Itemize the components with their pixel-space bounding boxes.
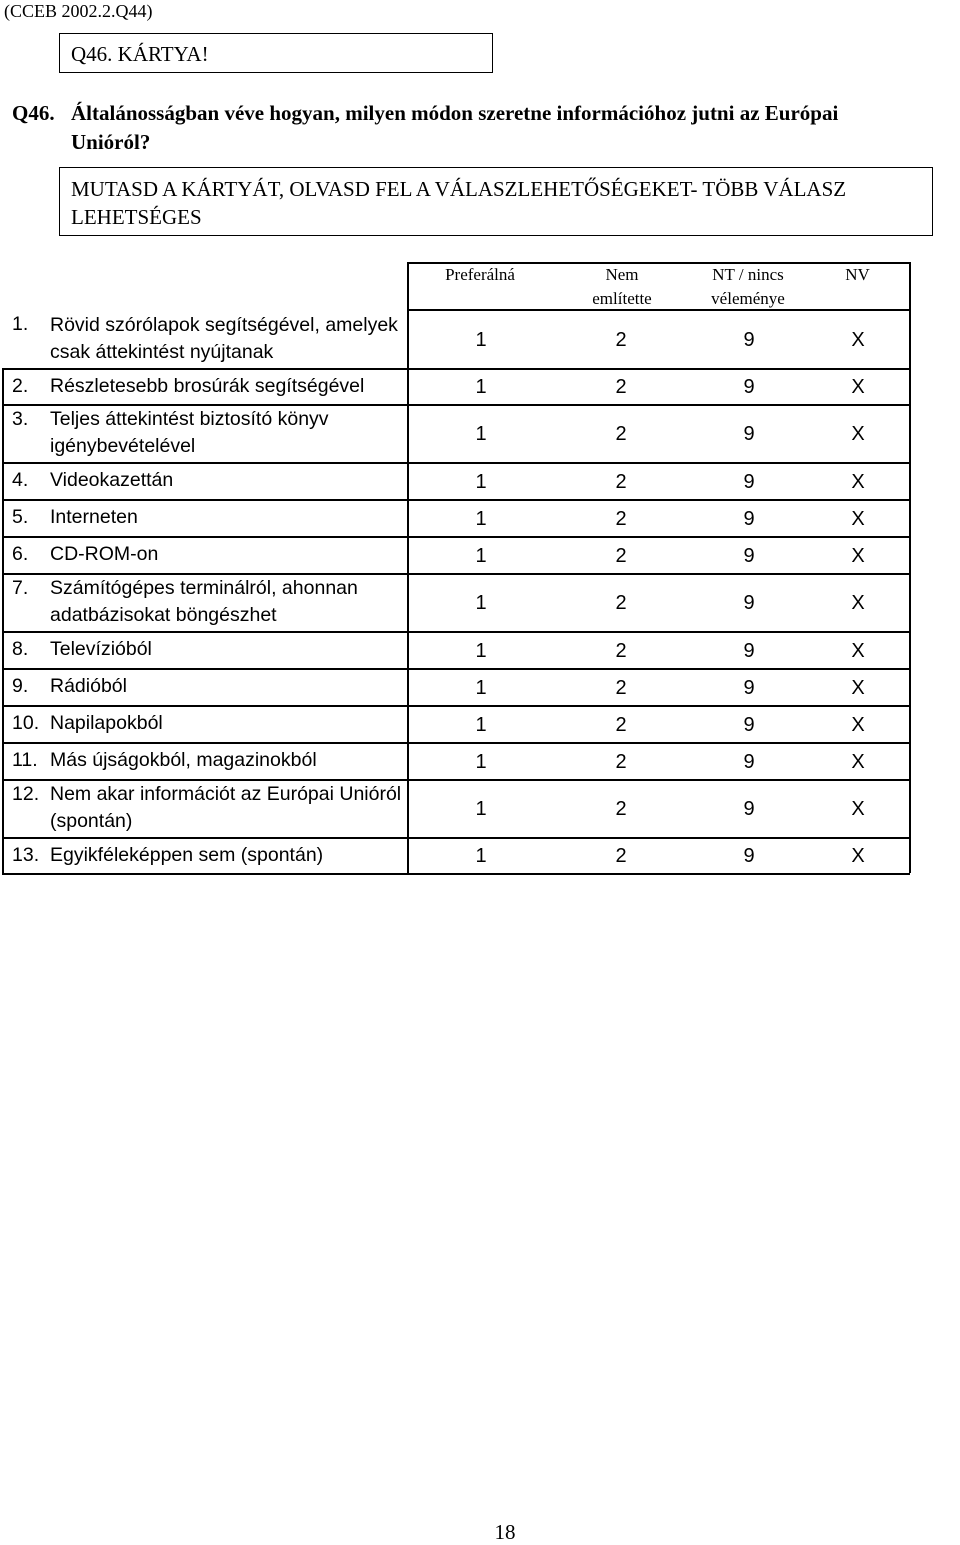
response-row-number: 10. xyxy=(12,712,40,734)
response-row-label xyxy=(12,837,404,873)
response-row-number: 13. xyxy=(12,843,40,866)
response-row-text: Napilapokból xyxy=(50,712,163,734)
response-code: X xyxy=(851,845,865,867)
response-row-label xyxy=(12,573,404,631)
response-code: X xyxy=(851,798,865,820)
response-code: 9 xyxy=(743,798,755,820)
response-code: 2 xyxy=(615,507,627,530)
response-row-text: Videokazettán xyxy=(50,469,174,491)
response-code: 9 xyxy=(743,676,755,699)
table-rule xyxy=(407,262,409,873)
header-not-mentioned-line1: Nem xyxy=(605,265,639,284)
header-no-answer-line1: NV xyxy=(845,265,870,284)
response-row-label xyxy=(12,668,404,705)
response-row-label xyxy=(12,705,404,742)
header-dont-know-line1: NT / nincs xyxy=(712,265,784,284)
header-no-answer xyxy=(810,263,905,287)
response-code: X xyxy=(851,713,865,736)
header-dont-know xyxy=(688,263,808,311)
header-not-mentioned-line2: említette xyxy=(592,289,652,308)
response-code: 1 xyxy=(475,845,487,867)
response-code: 2 xyxy=(615,750,627,773)
interviewer-instruction-text: MUTASD A KÁRTYÁT, OLVASD FEL A VÁLASZLEHETŐSÉGEKET- TÖBB VÁLASZ LEHETSÉGES xyxy=(71,177,847,229)
header-not-mentioned xyxy=(562,263,682,311)
response-row-number: 3. xyxy=(12,408,29,430)
response-code: 9 xyxy=(743,423,755,445)
response-code: 1 xyxy=(475,507,487,530)
table-rule xyxy=(2,873,910,875)
response-row-text: Más újságokból, magazinokból xyxy=(50,749,317,771)
response-code: 9 xyxy=(743,713,755,736)
header-preferred-line1: Preferálná xyxy=(445,265,515,284)
response-row-text: Részletesebb brosúrák segítségével xyxy=(50,374,365,397)
response-code: 1 xyxy=(475,713,487,736)
response-code: 1 xyxy=(475,639,487,662)
response-row-number: 1. xyxy=(12,313,29,335)
response-code: 2 xyxy=(615,376,627,398)
header-dont-know-line2: véleménye xyxy=(711,289,785,308)
response-row-text: CD-ROM-on xyxy=(50,543,159,565)
response-code: X xyxy=(851,507,865,530)
response-code: 9 xyxy=(743,750,755,773)
response-row-number: 11. xyxy=(12,749,38,771)
response-code: 9 xyxy=(743,507,755,530)
response-code: 2 xyxy=(615,544,627,567)
response-code: 9 xyxy=(743,845,755,867)
response-code: 9 xyxy=(743,639,755,662)
response-row-text: Nem akar információt az Európai Unióról (spontán) xyxy=(50,783,402,832)
response-code: 9 xyxy=(743,328,755,351)
response-code: 2 xyxy=(615,592,627,614)
page-number: 18 xyxy=(494,1520,516,1544)
response-code: 9 xyxy=(743,592,755,614)
response-code: X xyxy=(851,328,865,351)
table-rule xyxy=(2,368,4,873)
response-code: X xyxy=(851,423,865,445)
response-code: 2 xyxy=(615,328,627,351)
response-code: 9 xyxy=(743,376,755,398)
response-row-text: Rádióból xyxy=(50,675,127,697)
response-row-label xyxy=(12,404,404,462)
response-row-label xyxy=(12,742,404,779)
response-code: 1 xyxy=(475,376,487,398)
response-code: 1 xyxy=(475,328,487,351)
response-row-label xyxy=(12,462,404,499)
question-number: Q46. xyxy=(12,101,55,125)
question-line-2: Unióról? xyxy=(71,130,151,154)
response-row-number: 8. xyxy=(12,638,29,660)
response-code: 2 xyxy=(615,676,627,699)
response-row-label xyxy=(12,536,404,573)
response-code: 2 xyxy=(615,423,627,445)
question-line-1: Általánosságban véve hogyan, milyen módon szeretne információhoz jutni az Európai xyxy=(71,101,839,125)
response-code: 1 xyxy=(475,544,487,567)
response-code: 1 xyxy=(475,423,487,445)
response-row-text: Egyikféleképpen sem (spontán) xyxy=(50,843,324,866)
response-code: 2 xyxy=(615,798,627,820)
response-code: X xyxy=(851,376,865,398)
response-row-number: 4. xyxy=(12,469,29,491)
response-code: X xyxy=(851,676,865,699)
response-row-number: 5. xyxy=(12,506,29,528)
response-code: 1 xyxy=(475,676,487,699)
response-row-number: 6. xyxy=(12,543,29,565)
response-code: X xyxy=(851,750,865,773)
response-code: X xyxy=(851,470,865,493)
response-code: X xyxy=(851,544,865,567)
response-row-text: Teljes áttekintést biztosító könyv igénybevételével xyxy=(50,408,329,457)
response-code: X xyxy=(851,639,865,662)
response-row-label xyxy=(12,309,404,368)
card-instruction-text: Q46. KÁRTYA! xyxy=(71,42,209,66)
source-reference: (CCEB 2002.2.Q44) xyxy=(4,1,153,21)
response-row-label xyxy=(12,779,404,837)
response-row-number: 2. xyxy=(12,374,29,397)
response-row-text: Számítógépes terminálról, ahonnan adatbázisokat böngészhet xyxy=(50,577,358,626)
response-code: 2 xyxy=(615,845,627,867)
header-preferred xyxy=(420,263,540,287)
response-code: 1 xyxy=(475,592,487,614)
response-code: 1 xyxy=(475,750,487,773)
response-row-number: 12. xyxy=(12,783,40,805)
response-row-label xyxy=(12,631,404,668)
response-row-label xyxy=(12,499,404,536)
response-row-text: Interneten xyxy=(50,506,138,528)
response-row-text: Rövid szórólapok segítségével, amelyek csak áttekintést nyújtanak xyxy=(50,313,398,363)
question-text xyxy=(12,99,952,157)
response-row-text: Televízióból xyxy=(50,638,152,660)
response-code: 2 xyxy=(615,639,627,662)
response-code: X xyxy=(851,592,865,614)
response-code: 2 xyxy=(615,470,627,493)
response-code: 1 xyxy=(475,798,487,820)
response-code: 9 xyxy=(743,470,755,493)
response-code: 2 xyxy=(615,713,627,736)
response-row-number: 9. xyxy=(12,675,29,697)
table-rule xyxy=(909,262,911,873)
response-code: 1 xyxy=(475,470,487,493)
interviewer-instruction-box xyxy=(59,167,933,236)
response-row-label xyxy=(12,368,404,404)
card-instruction-box xyxy=(59,33,493,73)
response-code: 9 xyxy=(743,544,755,567)
response-row-number: 7. xyxy=(12,577,29,599)
